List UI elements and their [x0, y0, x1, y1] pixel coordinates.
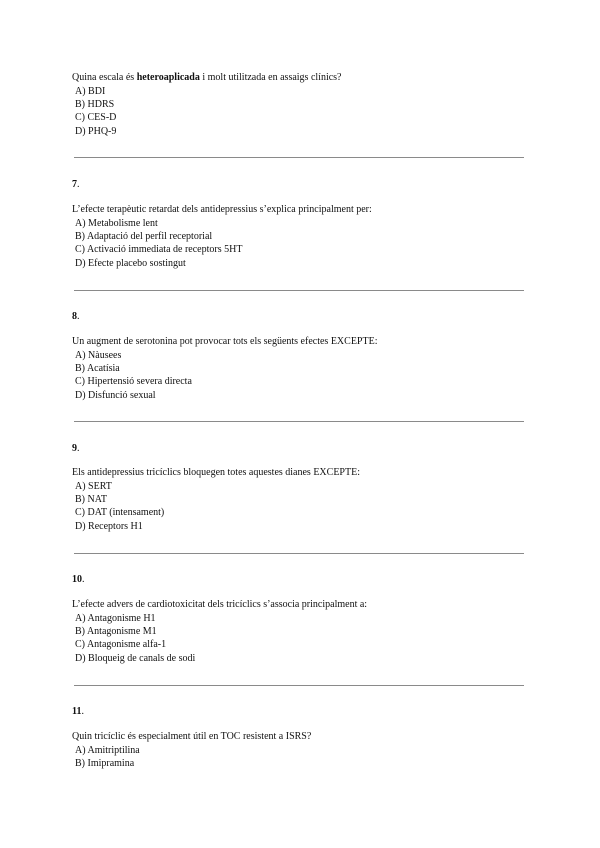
question-11-options [75, 744, 140, 770]
separator-line [74, 685, 524, 686]
option-c: C) Activació immediata de receptors 5HT [75, 244, 243, 256]
option-d: D) Bloqueig de canals de sodi [75, 652, 196, 664]
option-d: D) Disfunció sexual [75, 389, 156, 401]
option-d: D) Receptors H1 [75, 520, 143, 532]
question-6-options [75, 85, 116, 138]
option-a: A) BDI [75, 86, 106, 97]
option-b: B) Acatísia [75, 363, 120, 375]
separator-line [74, 553, 524, 554]
option-d: D) Efecte placebo sostingut [75, 257, 186, 269]
option-c: C) Antagonisme alfa-1 [75, 639, 167, 651]
question-11-number: 11. [72, 706, 84, 717]
option-d: D) PHQ-9 [75, 125, 117, 137]
question-9-text: Els antidepressius tricíclics bloquegen totes aquestes dianes EXCEPTE: [72, 467, 360, 478]
option-a: A) Antagonisme H1 [75, 613, 156, 624]
question-9-options [75, 480, 164, 533]
question-6-text: Quina escala és heteroaplicada i molt utilitzada en assaigs clínics? [72, 72, 342, 83]
question-7-number: 7. [72, 179, 80, 190]
option-c: C) DAT (intensament) [75, 507, 165, 519]
question-11-text: Quin tricíclic és especialment útil en TOC resistent a ISRS? [72, 731, 312, 742]
question-6-bold-term: heteroaplicada [136, 72, 200, 83]
question-7-options [75, 217, 242, 270]
question-8-text: Un augment de serotonina pot provocar tots els següents efectes EXCEPTE: [72, 336, 378, 347]
option-a: A) Nàusees [75, 350, 122, 361]
option-b: B) Imipramina [75, 758, 135, 770]
option-c: C) CES-D [75, 112, 117, 124]
question-8-number: 8. [72, 311, 80, 322]
question-10-options [75, 612, 195, 665]
question-9-number: 9. [72, 443, 80, 454]
option-c: C) Hipertensió severa directa [75, 376, 192, 388]
option-b: B) HDRS [75, 99, 115, 111]
question-7-text: L’efecte terapèutic retardat dels antidepressius s’explica principalment per: [72, 204, 372, 215]
option-b: B) NAT [75, 494, 107, 506]
option-b: B) Antagonisme M1 [75, 626, 157, 638]
question-10-number: 10. [72, 574, 85, 585]
question-8-options [75, 349, 192, 402]
separator-line [74, 290, 524, 291]
option-a: A) Metabolisme lent [75, 218, 158, 229]
option-a: A) SERT [75, 481, 112, 492]
separator-line [74, 157, 524, 158]
separator-line [74, 421, 524, 422]
option-b: B) Adaptació del perfil receptorial [75, 231, 213, 243]
option-a: A) Amitriptilina [75, 745, 140, 756]
question-10-text: L’efecte advers de cardiotoxicitat dels tricíclics s’associa principalment a: [72, 599, 368, 610]
